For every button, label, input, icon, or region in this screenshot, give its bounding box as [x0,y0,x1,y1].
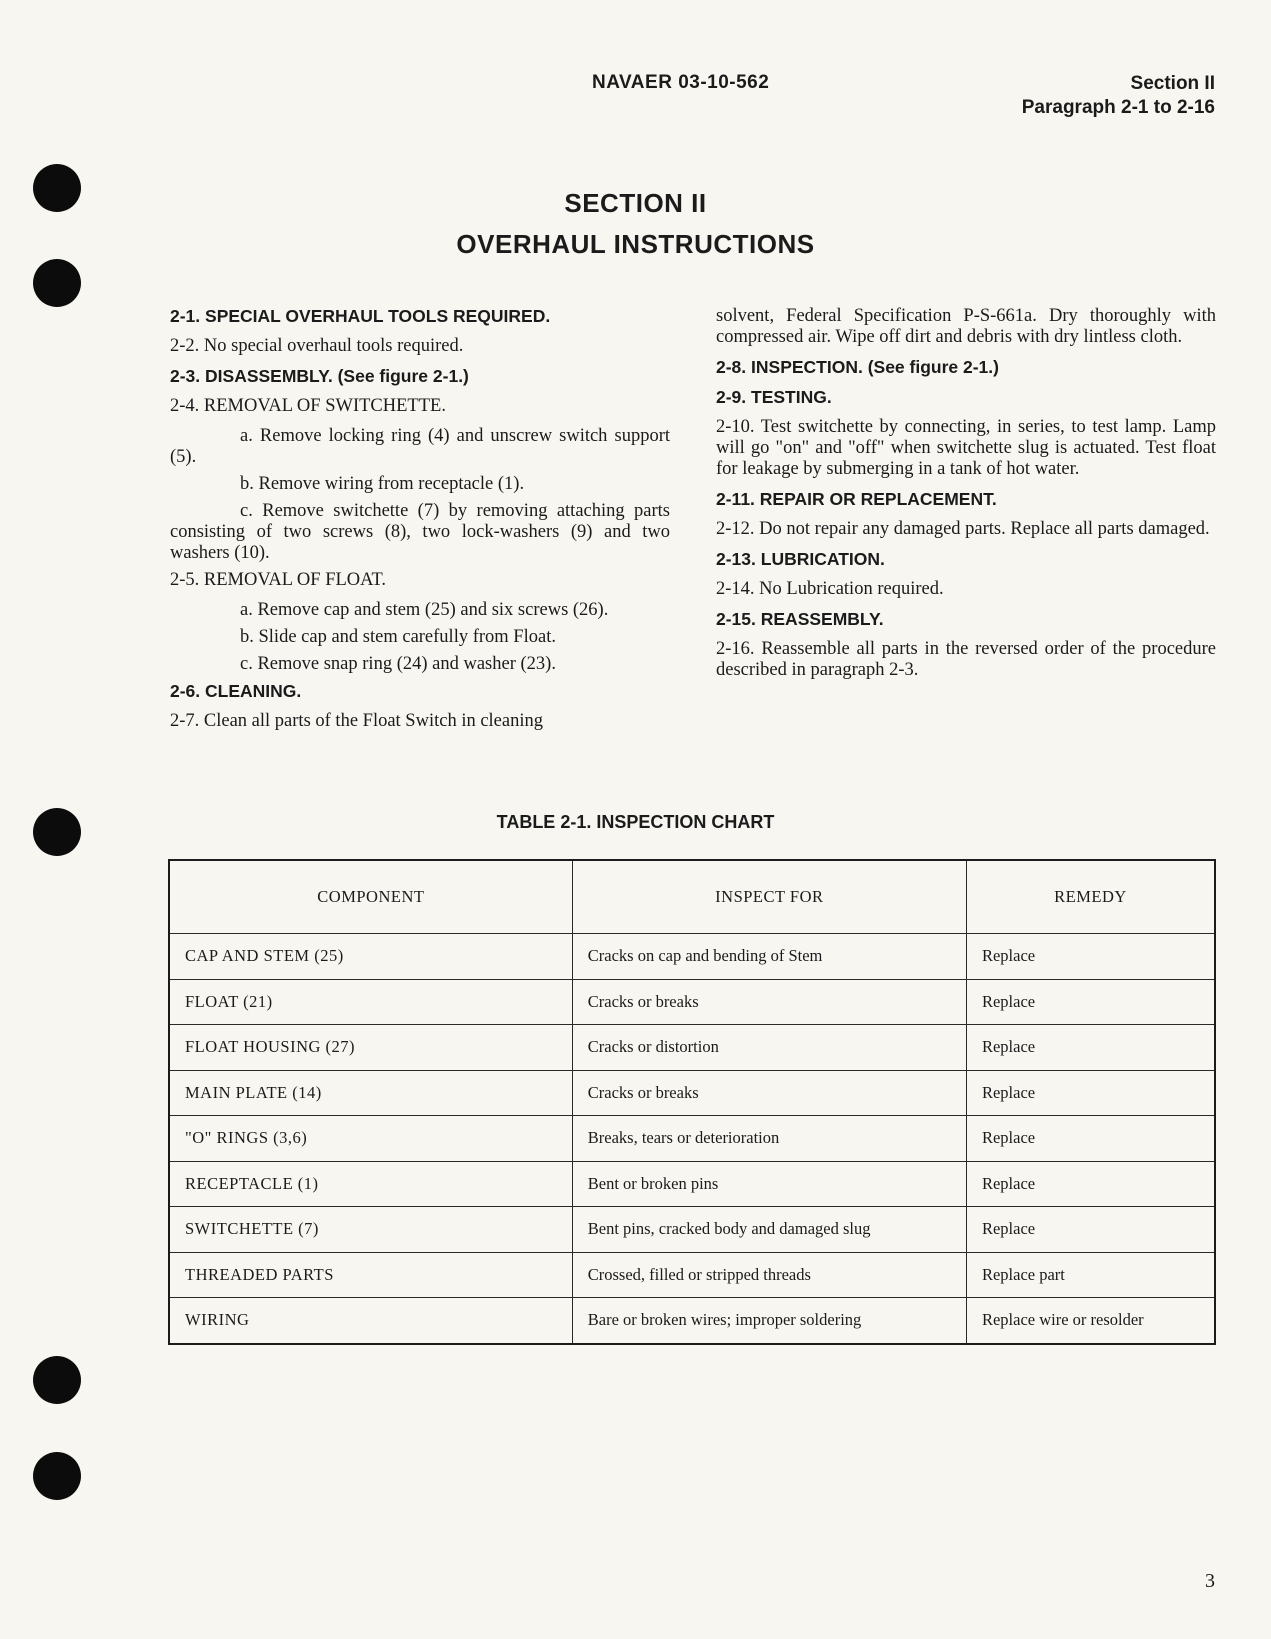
cell-component: CAP AND STEM (25) [169,934,572,980]
table-row [169,934,1215,980]
cell-inspect-for: Crossed, filled or stripped threads [572,1252,966,1298]
cell-component: THREADED PARTS [169,1252,572,1298]
table-row [169,1070,1215,1116]
binder-hole [33,1356,81,1404]
paragraph-2-7: 2-7. Clean all parts of the Float Switch in cleaning [170,711,543,731]
cell-inspect-for: Bent pins, cracked body and damaged slug [572,1207,966,1253]
heading-2-3: 2-3. DISASSEMBLY. (See figure 2-1.) [170,366,469,386]
cell-component: FLOAT HOUSING (27) [169,1025,572,1071]
left-column [170,306,670,741]
heading-2-11: 2-11. REPAIR OR REPLACEMENT. [716,489,997,509]
header-section: Section II [1130,73,1215,94]
heading-2-6: 2-6. CLEANING. [170,681,302,701]
cell-remedy: Replace [966,1207,1215,1253]
cell-remedy: Replace [966,1161,1215,1207]
paragraph-2-14: 2-14. No Lubrication required. [716,579,944,599]
right-column [716,306,1216,690]
cell-inspect-for: Cracks or distortion [572,1025,966,1071]
inspection-chart-table [168,859,1216,1345]
section-title: SECTION II [564,188,707,218]
cell-component: WIRING [169,1298,572,1344]
paragraph-2-2: 2-2. No special overhaul tools required. [170,336,464,356]
paragraph-2-5a: a. Remove cap and stem (25) and six screws (26). [240,600,609,620]
cell-remedy: Replace [966,1025,1215,1071]
paragraph-2-10: 2-10. Test switchette by connecting, in series, to test lamp. Lamp will go "on" and "off" when switchette slug is actuated. Test float for leakage by submerging in a tank of hot water. [716,417,1216,479]
cell-remedy: Replace wire or resolder [966,1298,1215,1344]
table-row [169,1252,1215,1298]
paragraph-2-5c: c. Remove snap ring (24) and washer (23). [240,654,556,674]
paragraph-2-5: 2-5. REMOVAL OF FLOAT. [170,570,387,590]
cell-component: RECEPTACLE (1) [169,1161,572,1207]
cell-component: SWITCHETTE (7) [169,1207,572,1253]
cell-component: MAIN PLATE (14) [169,1070,572,1116]
heading-2-13: 2-13. LUBRICATION. [716,549,885,569]
heading-2-15: 2-15. REASSEMBLY. [716,609,884,629]
table-row [169,979,1215,1025]
heading-2-9: 2-9. TESTING. [716,387,832,407]
cell-remedy: Replace part [966,1252,1215,1298]
paragraph-2-4c: c. Remove switchette (7) by removing attaching parts consisting of two screws (8), two lock-washers (9) and two washers (10). [170,501,670,563]
column-header-inspect-for: INSPECT FOR [572,860,966,934]
cell-inspect-for: Cracks on cap and bending of Stem [572,934,966,980]
table-row [169,1298,1215,1344]
binder-hole [33,1452,81,1500]
paragraph-2-12: 2-12. Do not repair any damaged parts. Replace all parts damaged. [716,519,1210,539]
doc-number: NAVAER 03-10-562 [592,72,770,93]
cell-inspect-for: Breaks, tears or deterioration [572,1116,966,1162]
cell-component: "O" RINGS (3,6) [169,1116,572,1162]
cell-inspect-for: Cracks or breaks [572,1070,966,1116]
page-number: 3 [1205,1570,1215,1592]
table-row [169,1161,1215,1207]
column-header-remedy: REMEDY [966,860,1215,934]
cell-inspect-for: Bent or broken pins [572,1161,966,1207]
table-row [169,1025,1215,1071]
cell-remedy: Replace [966,979,1215,1025]
paragraph-2-4: 2-4. REMOVAL OF SWITCHETTE. [170,396,446,416]
heading-2-8: 2-8. INSPECTION. (See figure 2-1.) [716,357,999,377]
header-right [1022,72,1215,120]
paragraph-2-4a: a. Remove locking ring (4) and unscrew switch support (5). [170,426,670,467]
paragraph-2-7-continued: solvent, Federal Specification P-S-661a. Dry thoroughly with compressed air. Wipe off dirt and debris with dry lintless cloth. [716,306,1216,347]
table-row [169,1116,1215,1162]
cell-component: FLOAT (21) [169,979,572,1025]
header-paragraph-range: Paragraph 2-1 to 2-16 [1021,97,1215,118]
heading-2-1: 2-1. SPECIAL OVERHAUL TOOLS REQUIRED. [170,306,551,326]
cell-inspect-for: Cracks or breaks [572,979,966,1025]
paragraph-2-16: 2-16. Reassemble all parts in the reversed order of the procedure described in paragraph 2-3. [716,639,1216,680]
column-header-component: COMPONENT [169,860,572,934]
cell-remedy: Replace [966,1116,1215,1162]
binder-hole [33,259,81,307]
cell-remedy: Replace [966,1070,1215,1116]
cell-remedy: Replace [966,934,1215,980]
table-header-row [169,860,1215,934]
paragraph-2-5b: b. Slide cap and stem carefully from Float. [240,627,556,647]
table-title: TABLE 2-1. INSPECTION CHART [496,812,775,832]
paragraph-2-4b: b. Remove wiring from receptacle (1). [240,474,525,494]
table-row [169,1207,1215,1253]
cell-inspect-for: Bare or broken wires; improper soldering [572,1298,966,1344]
section-name: OVERHAUL INSTRUCTIONS [456,229,815,259]
